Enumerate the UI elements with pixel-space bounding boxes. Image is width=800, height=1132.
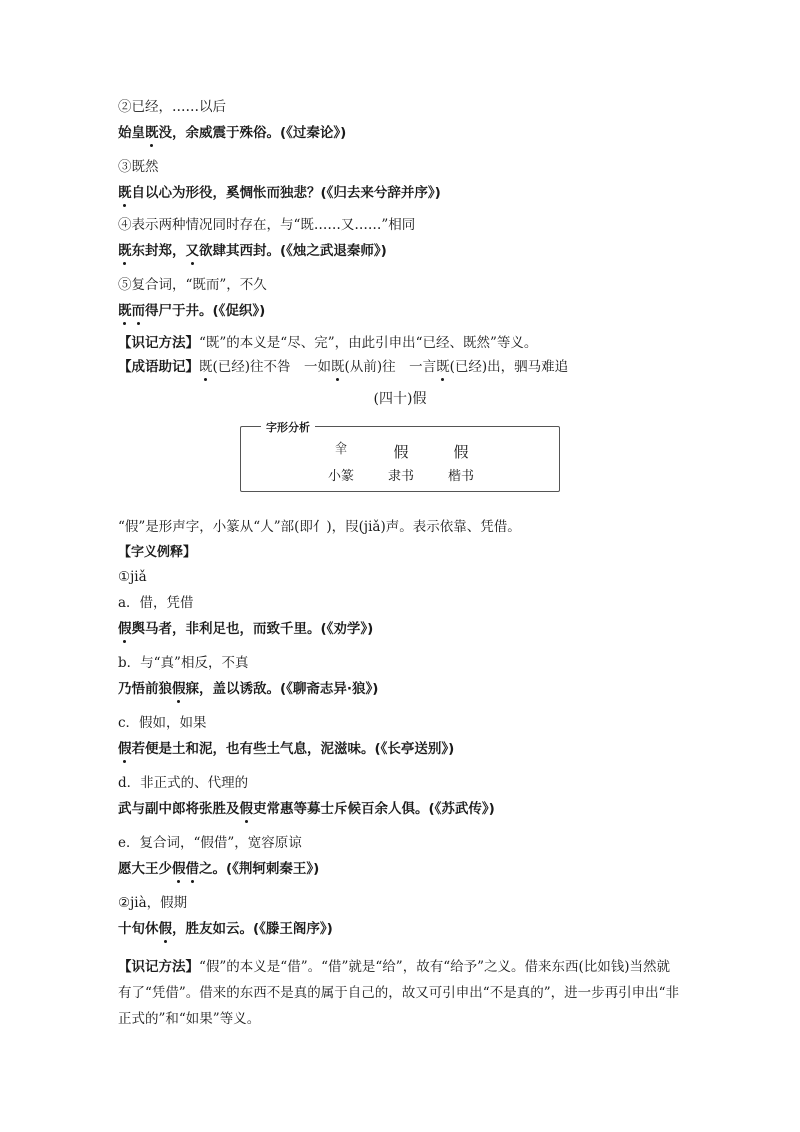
glyph-name-row xyxy=(321,465,481,484)
emphasized-char: 既 xyxy=(118,303,132,319)
emphasized-char: 假 xyxy=(239,801,253,817)
sense-b-example xyxy=(118,680,378,698)
emphasized-char: 既 xyxy=(145,125,159,141)
sense-c-example xyxy=(118,740,454,758)
example-text: 乃悟前狼 xyxy=(118,681,172,697)
glyph-name: 楷书 xyxy=(447,469,474,484)
example-text: 愿大王少 xyxy=(118,861,172,877)
clerical-script-glyph: 假 xyxy=(393,443,409,461)
glyph-name: 小篆 xyxy=(327,469,354,484)
emphasized-char: 借 xyxy=(185,861,199,877)
emphasized-char: 既 xyxy=(118,243,132,259)
idiom-tag: 【成语助记】 xyxy=(118,359,199,375)
sense-4-heading: ④表示两种情况同时存在，与“既……又……”相同 xyxy=(118,217,416,233)
sense-e-example xyxy=(118,860,319,878)
intro-text: “假”是形声字，小篆从“人”部(即亻)，叚(jiǎ)声。表示依靠、凭借。 xyxy=(118,519,521,535)
example-text: 欲肆其西封。(《烛之武退秦师》) xyxy=(199,243,387,259)
glyph-analysis-box xyxy=(240,421,560,492)
example-text: 寐，盖以诱敌。(《聊斋志异·狼》) xyxy=(185,681,379,697)
emphasized-char: 而 xyxy=(131,303,145,319)
example-text: 自以心为形役，奚惆怅而独悲？(《归去来兮辞并序》) xyxy=(131,185,441,201)
example-text: 十旬休 xyxy=(118,921,159,937)
sense-3-example xyxy=(118,184,441,202)
regular-script-glyph: 假 xyxy=(453,443,469,461)
method-text: “假”的本义是“借”。“借”就是“给”，故有“给予”之义。借来东西(比如钱)当然就有了“凭借”。借来的东西不是真的属于自己的，故又可引申出“不是真的”，进一步再引申出“非正式的”和“如果”等义。 xyxy=(118,959,680,1027)
section-title: (四十)假 xyxy=(373,391,427,407)
method-tag: 【识记方法】 xyxy=(118,335,199,351)
idiom-text: (已经)往不咎 一如 xyxy=(212,359,332,375)
sense-d-heading: d．非正式的、代理的 xyxy=(118,775,249,791)
sense-2-heading: ②已经，……以后 xyxy=(118,99,226,115)
emphasized-char: 假 xyxy=(172,861,186,877)
sense-b-heading: b．与“真”相反，不真 xyxy=(118,655,249,671)
sense-a-heading: a．借，凭借 xyxy=(118,595,194,611)
example-text: ，胜友如云。(《滕王阁序》) xyxy=(172,921,333,937)
idiom-text: (已经)出，驷马难追 xyxy=(449,359,569,375)
sense-5-example xyxy=(118,302,265,320)
example-text: 之。(《荆轲刺秦王》) xyxy=(199,861,320,877)
emphasized-char: 既 xyxy=(436,359,450,375)
method-tag: 【识记方法】 xyxy=(118,959,199,975)
example-text: 若便是土和泥，也有些土气息，泥滋味。(《长亭送别》) xyxy=(131,741,455,757)
memory-method-paragraph xyxy=(118,954,682,1032)
examples-tag: 【字义例释】 xyxy=(118,545,197,560)
emphasized-char: 既 xyxy=(331,359,345,375)
idiom-text: (从前)往 一言 xyxy=(344,359,437,375)
example-text: 没，余威震于殊俗。(《过秦论》) xyxy=(158,125,347,141)
emphasized-char: 假 xyxy=(118,741,132,757)
emphasized-char: 假 xyxy=(118,621,132,637)
reading-1: ①jiǎ xyxy=(118,569,147,585)
glyph-name: 隶书 xyxy=(387,469,414,484)
sense-d-example xyxy=(118,800,495,818)
example-text: 得尸于井。(《促织》) xyxy=(145,303,266,319)
emphasized-char: 又 xyxy=(185,243,199,259)
sense-e-heading: e．复合词，“假借”，宽容原谅 xyxy=(118,835,302,851)
method-text: “既”的本义是“尽、完”，由此引申出“已经、既然”等义。 xyxy=(199,335,538,351)
sense-4-example xyxy=(118,242,387,260)
example-text: 始皇 xyxy=(118,125,145,141)
glyph-row xyxy=(321,441,481,462)
sense-5-heading: ⑤复合词，“既而”，不久 xyxy=(118,277,267,293)
sense-3-heading: ③既然 xyxy=(118,159,159,175)
example-text: 东封郑， xyxy=(131,243,186,259)
memory-method xyxy=(118,334,537,352)
example-text: 舆马者，非利足也，而致千里。(《劝学》) xyxy=(131,621,374,637)
reading-2: ②jià，假期 xyxy=(118,895,188,911)
emphasized-char: 既 xyxy=(199,359,213,375)
sense-2-example xyxy=(118,124,346,142)
idiom-aid xyxy=(118,358,568,376)
emphasized-char: 假 xyxy=(158,921,172,937)
sense-a-example xyxy=(118,620,373,638)
emphasized-char: 既 xyxy=(118,185,132,201)
reading-2-example xyxy=(118,920,333,938)
sense-c-heading: c．假如，如果 xyxy=(118,715,207,731)
emphasized-char: 假 xyxy=(172,681,186,697)
seal-script-glyph: 𠈾 xyxy=(334,440,347,457)
example-text: 武与副中郎将张胜及 xyxy=(118,801,240,817)
glyph-box-label: 字形分析 xyxy=(261,419,315,435)
example-text: 吏常惠等募士斥候百余人俱。(《苏武传》) xyxy=(253,801,495,817)
